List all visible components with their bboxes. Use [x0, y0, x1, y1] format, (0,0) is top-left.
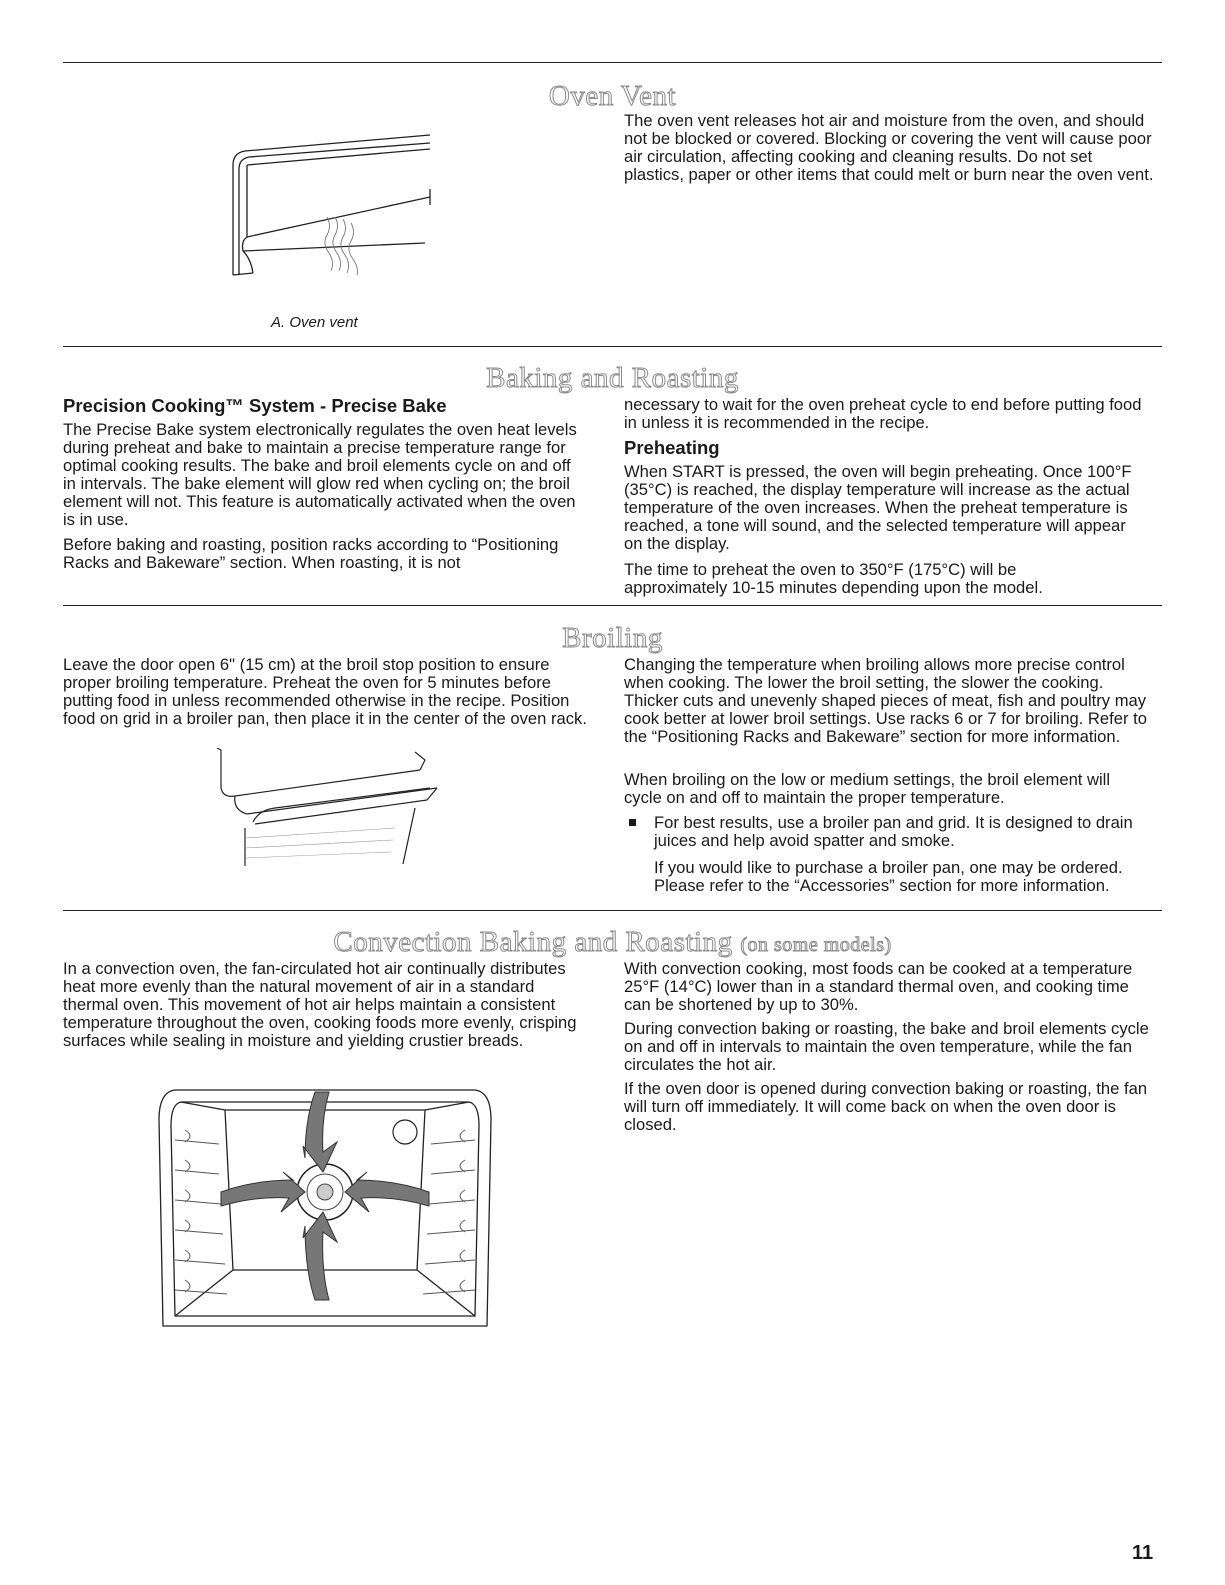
- convection-paragraph-left: In a convection oven, the fan-circulated hot air continually distributes heat more evenly than the natural movement of air in a standard thermal oven. This movement of hot air helps maintain a consistent temperature throughout the oven, cooking foods more evenly, crisping surfaces while sealing in moisture and yielding crustier breads.: [63, 959, 577, 1050]
- section-title-convection: [63, 928, 1162, 957]
- precise-bake-paragraph: The Precise Bake system electronically regulates the oven heat levels during preheat and bake to maintain a precise temperature range for optimal cooking results. The bake and broil elements cycle on and off in intervals. The bake element will glow red when cycling on; the broil element will not. This feature is automatically activated when the oven is in use.: [63, 420, 577, 529]
- preheating-paragraph: When START is pressed, the oven will begin preheating. Once 100°F (35°C) is reached, the display temperature will increase as the actual temperature of the oven increases. When the preheat temperature is reached, a tone will sound, and the selected temperature will appear on the display.: [624, 462, 1132, 553]
- broiling-paragraph-right: Changing the temperature when broiling allows more precise control when cooking. The lower the broil setting, the slower the cooking. Thicker cuts and unevenly shaped pieces of meat, fish and poultry may cook better at lower broil settings. Use racks 6 or 7 for broiling. Refer to the “Positioning Racks and Bakeware” section for more information.: [624, 655, 1147, 746]
- convection-paragraph-right-3: If the oven door is opened during convection baking or roasting, the fan will turn off immediately. It will come back on when the oven door is closed.: [624, 1079, 1148, 1134]
- before-baking-paragraph-continued: necessary to wait for the oven preheat cycle to end before putting food in unless it is recommended in the recipe.: [624, 395, 1142, 432]
- broil-door-illustration: [215, 748, 445, 868]
- convection-paragraph-right-2: During convection baking or roasting, the bake and broil elements cycle on and off in intervals to maintain the oven temperature, while the fan circulates the hot air.: [624, 1019, 1149, 1074]
- section-rule-broiling: [63, 605, 1162, 606]
- subheading-preheating: Preheating: [624, 437, 720, 458]
- section-rule-baking: [63, 346, 1162, 347]
- oven-vent-illustration: [225, 125, 435, 285]
- broiler-pan-note: If you would like to purchase a broiler pan, one may be ordered. Please refer to the “Accessories” section for more information.: [654, 858, 1123, 895]
- convection-paragraph-right-1: With convection cooking, most foods can be cooked at a temperature 25°F (14°C) lower than in a standard thermal oven, and cooking time can be shortened by up to 30%.: [624, 959, 1133, 1014]
- oven-vent-paragraph: The oven vent releases hot air and moisture from the oven, and should not be blocked or covered. Blocking or covering the vent will cause poor air circulation, affecting cooking and cleaning results. Do not set plastics, paper or other items that could melt or burn near the oven vent.: [624, 111, 1154, 184]
- broiling-cycle-paragraph: When broiling on the low or medium settings, the broil element will cycle on and off to maintain the proper temperature.: [624, 770, 1111, 807]
- section-title-broiling: Broiling: [562, 622, 663, 654]
- bullet-marker: [629, 819, 636, 826]
- section-rule-convection: [63, 910, 1162, 911]
- figure-caption-oven-vent: A. Oven vent: [271, 314, 358, 331]
- broiling-paragraph-left: Leave the door open 6" (15 cm) at the broil stop position to ensure proper broiling temperature. Preheat the oven for 5 minutes before putting food in unless recommended otherwise in the recipe. Position food on grid in a broiler pan, then place it in the center of the oven rack.: [63, 655, 587, 728]
- before-baking-paragraph: Before baking and roasting, position racks according to “Positioning Racks and Bakeware” section. When roasting, it is not: [63, 535, 559, 572]
- preheat-time-paragraph: The time to preheat the oven to 350°F (175°C) will be approximately 10-15 minutes depending upon the model.: [624, 560, 1043, 597]
- section-title-baking: Baking and Roasting: [486, 362, 739, 394]
- top-rule: [63, 62, 1162, 63]
- subheading-precise-bake: Precision Cooking™ System - Precise Bake: [63, 395, 447, 416]
- broiler-pan-bullet: For best results, use a broiler pan and grid. It is designed to drain juices and help avoid spatter and smoke.: [654, 813, 1133, 850]
- convection-title-text: Convection Baking and Roasting: [333, 926, 733, 958]
- section-title-oven-vent: Oven Vent: [548, 80, 677, 112]
- page-number: 11: [1132, 1542, 1154, 1564]
- convection-title-note: (on some models): [740, 934, 892, 956]
- convection-oven-illustration: [155, 1080, 495, 1336]
